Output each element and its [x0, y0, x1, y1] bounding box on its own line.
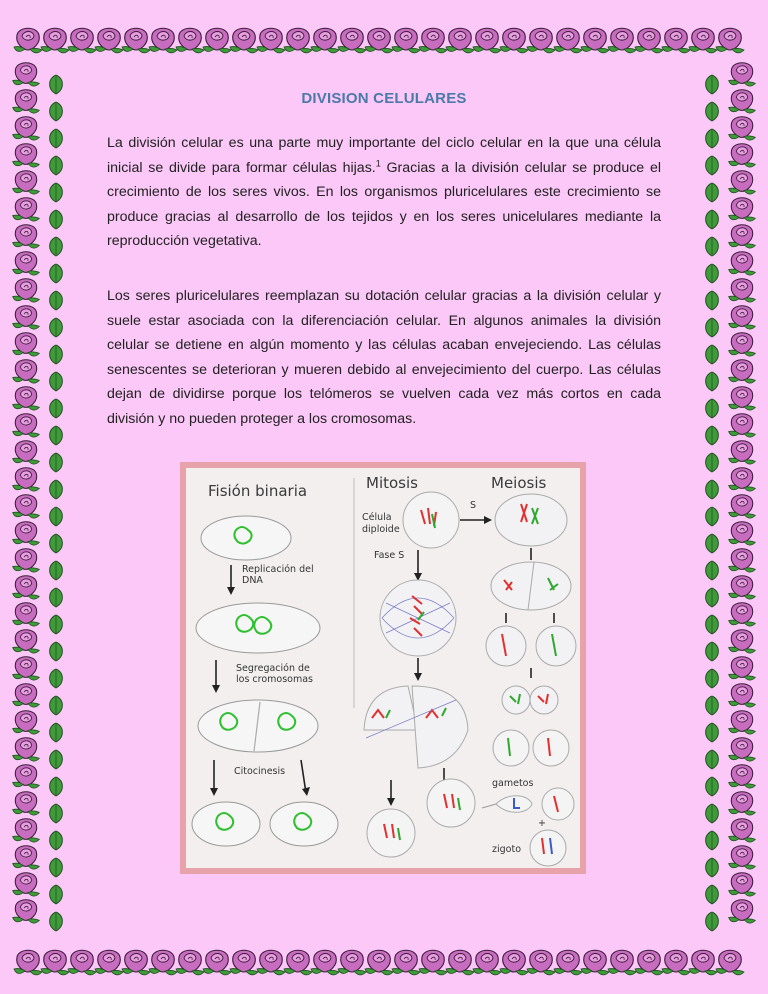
leaf-icon: [50, 426, 63, 445]
label-s: S: [470, 500, 477, 511]
leaf-icon: [50, 291, 63, 310]
gamete-cells: [482, 788, 574, 820]
leaf-icon: [50, 345, 63, 364]
leaf-icon: [706, 831, 719, 850]
rose-icon: [13, 873, 40, 896]
label-gametes: gametos: [492, 778, 534, 789]
rose-icon: [13, 549, 40, 572]
leaf-icon: [706, 399, 719, 418]
rose-icon: [729, 846, 756, 869]
rose-icon: [419, 28, 447, 53]
leaf-icon: [706, 642, 719, 661]
rose-icon: [527, 28, 555, 53]
rose-icon: [729, 792, 756, 815]
leaf-icon: [50, 750, 63, 769]
rose-icon: [662, 950, 690, 975]
mitosis-daughter-cells: [367, 779, 475, 857]
rose-icon: [230, 28, 258, 53]
rose-icon: [729, 333, 756, 356]
leaf-icon: [706, 237, 719, 256]
rose-icon: [729, 819, 756, 842]
label-plus: +: [538, 818, 546, 829]
leaf-icon: [706, 723, 719, 742]
rose-icon: [729, 765, 756, 788]
rose-icon: [716, 950, 744, 975]
leaf-icon: [706, 588, 719, 607]
rose-icon: [500, 950, 528, 975]
meiosis-cell-2: [491, 562, 571, 610]
binary-daughter-cells: [192, 802, 338, 846]
rose-icon: [13, 657, 40, 680]
rose-icon: [729, 117, 756, 140]
rose-icon: [608, 950, 636, 975]
leaf-icon: [706, 696, 719, 715]
rose-icon: [176, 28, 204, 53]
rose-icon: [635, 28, 663, 53]
rose-icon: [729, 603, 756, 626]
leaf-icon: [50, 318, 63, 337]
rose-icon: [608, 28, 636, 53]
rose-icon: [729, 279, 756, 302]
rose-icon: [257, 950, 285, 975]
rose-icon: [95, 950, 123, 975]
rose-icon: [729, 63, 756, 86]
leaf-icon: [50, 831, 63, 850]
leaf-icon: [706, 345, 719, 364]
leaf-icon: [50, 507, 63, 526]
leaf-icon: [50, 912, 63, 931]
heading-binary-fission: Fisión binaria: [208, 482, 308, 500]
binary-cell-2: [196, 603, 320, 653]
heading-meiosis: Meiosis: [491, 474, 547, 492]
leaf-icon: [706, 183, 719, 202]
rose-icon: [13, 441, 40, 464]
rose-icon: [41, 28, 69, 53]
rose-icon: [230, 950, 258, 975]
label-diploid-1: Célula: [362, 512, 392, 523]
rose-icon: [13, 792, 40, 815]
rose-icon: [13, 387, 40, 410]
rose-icon: [365, 950, 393, 975]
leaf-icon: [50, 210, 63, 229]
zygote-cell: [530, 830, 566, 866]
rose-icon: [149, 28, 177, 53]
rose-icon: [13, 765, 40, 788]
rose-icon: [729, 414, 756, 437]
rose-icon: [729, 198, 756, 221]
rose-icon: [729, 252, 756, 275]
leaf-icon: [706, 669, 719, 688]
label-zygote: zigoto: [492, 844, 522, 855]
rose-icon: [149, 950, 177, 975]
rose-icon: [729, 306, 756, 329]
rose-icon: [13, 333, 40, 356]
leaf-icon: [50, 642, 63, 661]
rose-icon: [365, 28, 393, 53]
rose-icon: [14, 950, 42, 975]
rose-icon: [13, 63, 40, 86]
rose-icon: [729, 900, 756, 923]
leaf-icon: [50, 588, 63, 607]
cell-division-figure: [180, 462, 586, 874]
meiosis-cells-3: [486, 626, 576, 666]
leaf-icon: [50, 723, 63, 742]
rose-icon: [716, 28, 744, 53]
rose-icon: [729, 549, 756, 572]
rose-icon: [122, 28, 150, 53]
label-replication-1: Replicación del: [242, 564, 314, 575]
leaf-icon: [706, 804, 719, 823]
rose-icon: [203, 950, 231, 975]
rose-icon: [446, 950, 474, 975]
rose-icon: [729, 468, 756, 491]
rose-icon: [203, 28, 231, 53]
leaf-icon: [706, 480, 719, 499]
leaf-icon: [706, 912, 719, 931]
leaf-icon: [50, 183, 63, 202]
rose-icon: [13, 198, 40, 221]
rose-icon: [729, 630, 756, 653]
leaf-icon: [706, 615, 719, 634]
rose-icon: [729, 171, 756, 194]
rose-icon: [13, 279, 40, 302]
leaf-icon: [706, 129, 719, 148]
rose-icon: [689, 950, 717, 975]
rose-icon: [13, 468, 40, 491]
leaf-icon: [706, 156, 719, 175]
rose-icon: [729, 738, 756, 761]
leaf-icon: [50, 804, 63, 823]
leaf-icon: [50, 129, 63, 148]
rose-icon: [176, 950, 204, 975]
rose-icon: [581, 28, 609, 53]
label-segregation-1: Segregación de: [236, 663, 310, 674]
rose-icon: [13, 414, 40, 437]
binary-cell-3: [198, 700, 318, 752]
leaf-icon: [50, 885, 63, 904]
rose-icon: [13, 900, 40, 923]
rose-icon: [284, 950, 312, 975]
rose-icon: [13, 576, 40, 599]
rose-icon: [13, 630, 40, 653]
meiosis-cells-5: [493, 730, 569, 766]
rose-icon: [419, 950, 447, 975]
leaf-icon: [50, 561, 63, 580]
rose-icon: [392, 28, 420, 53]
leaf-icon: [50, 264, 63, 283]
cell-division-diagram: [186, 468, 580, 868]
label-cytokinesis: Citocinesis: [234, 766, 286, 777]
rose-icon: [13, 225, 40, 248]
rose-icon: [446, 28, 474, 53]
rose-icon: [729, 225, 756, 248]
leaf-icon: [50, 858, 63, 877]
rose-icon: [338, 950, 366, 975]
leaf-icon: [706, 372, 719, 391]
rose-icon: [13, 495, 40, 518]
leaf-icon: [706, 750, 719, 769]
leaf-icon: [50, 696, 63, 715]
leaf-icon: [50, 156, 63, 175]
label-phase-s: Fase S: [374, 550, 405, 561]
rose-icon: [13, 738, 40, 761]
rose-icon: [13, 819, 40, 842]
rose-icon: [13, 603, 40, 626]
rose-icon: [338, 28, 366, 53]
rose-icon: [729, 495, 756, 518]
rose-icon: [95, 28, 123, 53]
rose-icon: [729, 441, 756, 464]
leaf-icon: [706, 264, 719, 283]
leaf-icon: [706, 291, 719, 310]
leaf-icon: [706, 210, 719, 229]
rose-icon: [729, 360, 756, 383]
rose-icon: [13, 117, 40, 140]
binary-cell-1: [201, 516, 291, 560]
rose-icon: [311, 950, 339, 975]
rose-icon: [729, 144, 756, 167]
mitosis-cell-1: [403, 492, 459, 548]
leaf-icon: [706, 885, 719, 904]
rose-icon: [581, 950, 609, 975]
rose-icon: [729, 684, 756, 707]
rose-icon: [729, 522, 756, 545]
paragraph-1-text: La división celular es una parte muy importante del ciclo celular en la que una célula inicial se divide para formar células hijas.: [107, 135, 661, 176]
leaf-icon: [706, 858, 719, 877]
rose-icon: [473, 28, 501, 53]
leaf-icon: [50, 237, 63, 256]
leaf-icon: [706, 453, 719, 472]
rose-icon: [13, 846, 40, 869]
rose-icon: [311, 28, 339, 53]
leaf-icon: [706, 534, 719, 553]
rose-icon: [14, 28, 42, 53]
rose-icon: [729, 657, 756, 680]
rose-icon: [635, 950, 663, 975]
heading-mitosis: Mitosis: [366, 474, 418, 492]
leaf-icon: [50, 669, 63, 688]
paragraph-2: Los seres pluricelulares reemplazan su dotación celular gracias a la división celular y suele estar asociada con la diferenciación celular. En algunos animales la división celular se detiene en algún momento y las células acaban envejeciendo. Las células senescentes se deterioran y mueren debido al envejecimiento del cuerpo. Las células dejan de dividirse porque los telómeros se vuelven cada vez más cortos en cada división y no pueden proteger a los cromosomas.: [107, 288, 661, 427]
rose-icon: [13, 306, 40, 329]
rose-icon: [13, 171, 40, 194]
leaf-icon: [706, 318, 719, 337]
rose-icon: [554, 950, 582, 975]
leaf-icon: [50, 615, 63, 634]
rose-icon: [473, 950, 501, 975]
meiosis-cell-1: [495, 494, 567, 546]
rose-icon: [13, 684, 40, 707]
rose-icon: [122, 950, 150, 975]
mitosis-cell-3: [364, 686, 468, 768]
rose-icon: [13, 522, 40, 545]
rose-icon: [68, 950, 96, 975]
mitosis-cell-2: [380, 580, 456, 656]
label-segregation-2: los cromosomas: [236, 674, 314, 685]
rose-icon: [13, 360, 40, 383]
rose-icon: [527, 950, 555, 975]
paragraph-1: [107, 131, 661, 254]
rose-icon: [13, 711, 40, 734]
rose-icon: [662, 28, 690, 53]
meiosis-cells-4: [502, 686, 558, 714]
rose-icon: [13, 252, 40, 275]
rose-icon: [729, 711, 756, 734]
rose-icon: [41, 950, 69, 975]
paragraph-1-text-cont: Gracias a la división celular se produce el crecimiento de los seres vivos. En los organismos pluricelulares este crecimiento se produce gracias al desarrollo de los tejidos y en los seres unicelulares mediante la reproducción vegetativa.: [107, 159, 661, 249]
leaf-icon: [50, 372, 63, 391]
rose-icon: [729, 576, 756, 599]
rose-icon: [257, 28, 285, 53]
leaf-icon: [50, 777, 63, 796]
rose-icon: [284, 28, 312, 53]
footnote-marker[interactable]: 1: [375, 157, 381, 168]
leaf-icon: [706, 561, 719, 580]
leaf-icon: [706, 426, 719, 445]
rose-icon: [729, 873, 756, 896]
leaf-icon: [50, 480, 63, 499]
rose-icon: [554, 28, 582, 53]
rose-icon: [68, 28, 96, 53]
rose-icon: [729, 387, 756, 410]
rose-icon: [689, 28, 717, 53]
leaf-icon: [50, 453, 63, 472]
page-title: DIVISION CELULARES: [301, 90, 467, 107]
leaf-icon: [50, 399, 63, 418]
leaf-icon: [706, 507, 719, 526]
rose-icon: [392, 950, 420, 975]
label-diploid-2: diploide: [362, 524, 400, 535]
label-replication-2: DNA: [242, 575, 263, 586]
leaf-icon: [50, 534, 63, 553]
leaf-icon: [706, 777, 719, 796]
rose-icon: [500, 28, 528, 53]
rose-icon: [13, 144, 40, 167]
